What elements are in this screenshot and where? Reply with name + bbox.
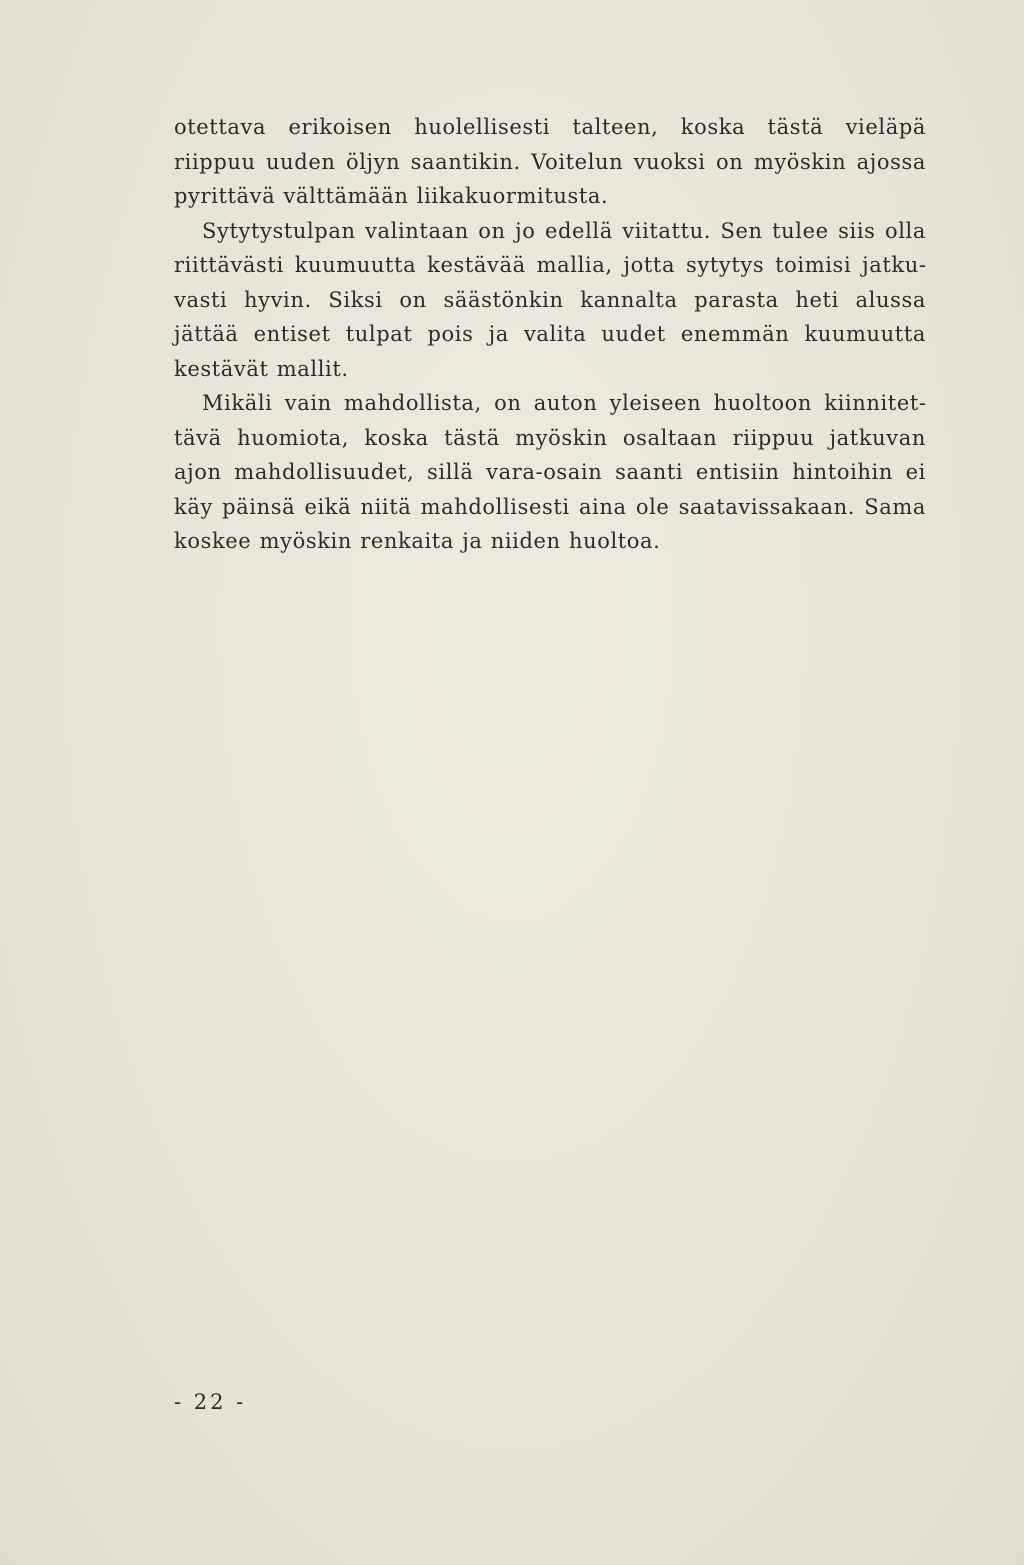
body-text [174,110,926,559]
paragraph-1: otettava erikoisen huolellisesti talteen, koska tästä vieläpä riippuu uuden öljyn saantikin. Voitelun vuoksi on myöskin ajossa pyrittävä välttämään liikakuormitusta. [174,115,926,208]
paragraph-3: Mikäli vain mahdollista, on auton yleiseen huoltoon kiinnitettävä huomiota, koska tästä myöskin osaltaan riippuu jatkuvan ajon mahdollisuudet, sillä vara-osain saanti entisiin hintoihin ei käy päinsä eikä niitä mahdollisesti aina ole saatavissakaan. Sama koskee myöskin renkaita ja niiden huoltoa. [174,391,926,553]
paragraph-2: Sytytystulpan valintaan on jo edellä viitattu. Sen tulee siis olla riittävästi kuumuutta kestävää mallia, jotta sytytys toimisi jatkuvasti hyvin. Siksi on säästönkin kannalta parasta heti alussa jättää entiset tulpat pois ja valita uudet enemmän kuumuutta kestävät mallit. [174,218,926,381]
page-number: - 22 - [174,1390,247,1414]
